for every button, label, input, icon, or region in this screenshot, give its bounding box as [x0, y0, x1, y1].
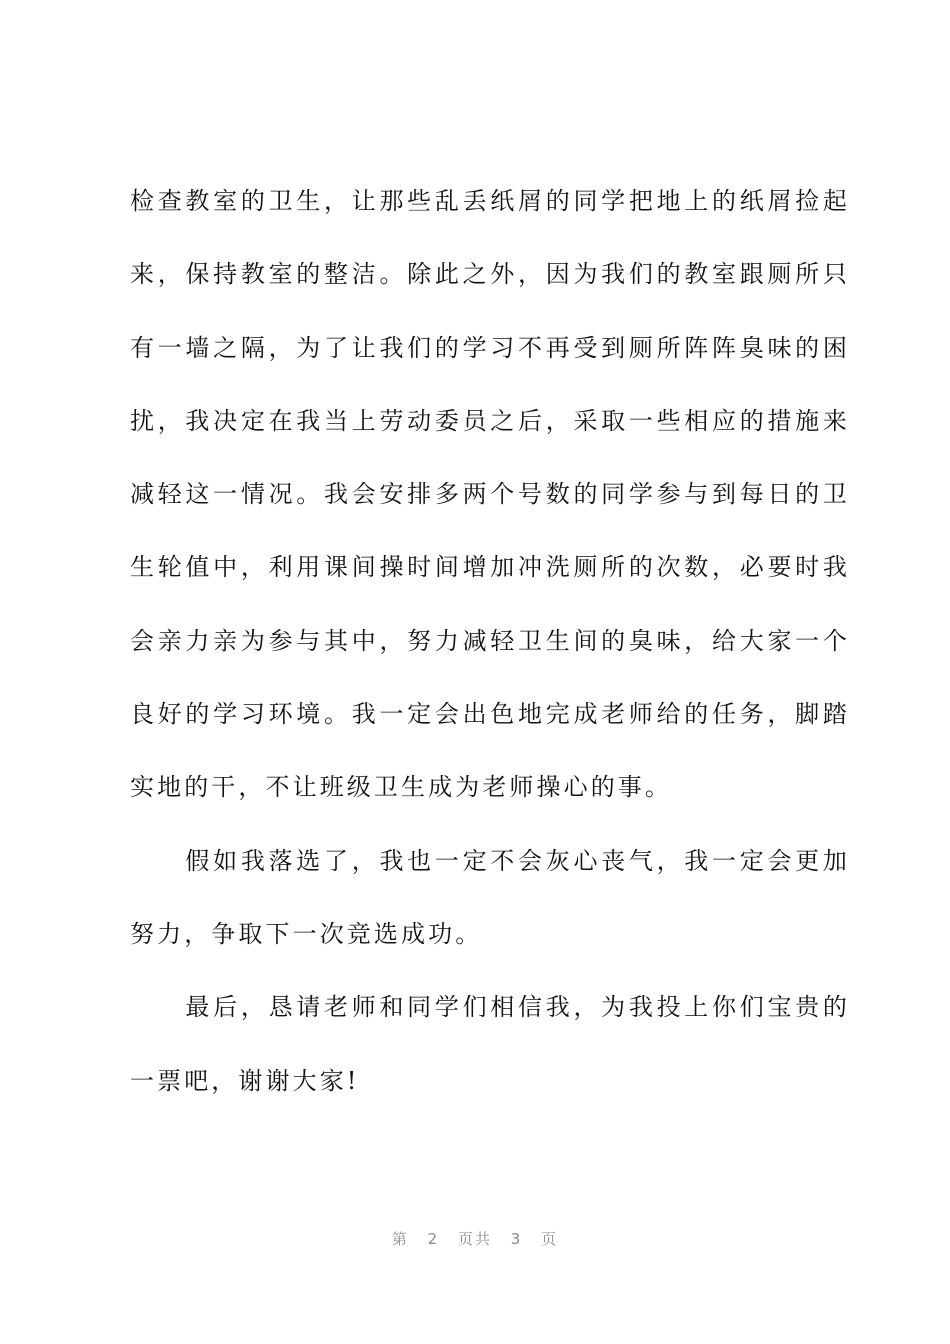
paragraph-1: 检查教室的卫生，让那些乱丢纸屑的同学把地上的纸屑捡起来，保持教室的整洁。除此之外，因为我们的教室跟厕所只有一墙之隔，为了让我们的学习不再受到厕所阵阵臭味的困扰，我决定在我当上劳动委员之后，采取一些相应的措施来减轻这一情况。我会安排多两个号数的同学参与到每日的卫生轮值中，利用课间操时间增加冲洗厕所的次数，必要时我会亲力亲为参与其中，努力减轻卫生间的臭味，给大家一个良好的学习环境。我一定会出色地完成老师给的任务，脚踏实地的干，不让班级卫生成为老师操心的事。	[130, 187, 850, 802]
paragraph-2: 假如我落选了，我也一定不会灰心丧气，我一定会更加努力，争取下一次竞选成功。	[130, 846, 850, 948]
body-text	[130, 165, 850, 1118]
footer-suffix: 页	[541, 1230, 559, 1248]
footer-total-pages: 3	[510, 1230, 523, 1248]
footer-prefix: 第	[391, 1230, 409, 1248]
page-footer	[0, 1228, 950, 1249]
footer-page-number: 2	[427, 1230, 440, 1248]
paragraph-3: 最后，恳请老师和同学们相信我，为我投上你们宝贵的一票吧，谢谢大家!	[130, 993, 850, 1095]
footer-middle: 页共	[457, 1230, 492, 1248]
